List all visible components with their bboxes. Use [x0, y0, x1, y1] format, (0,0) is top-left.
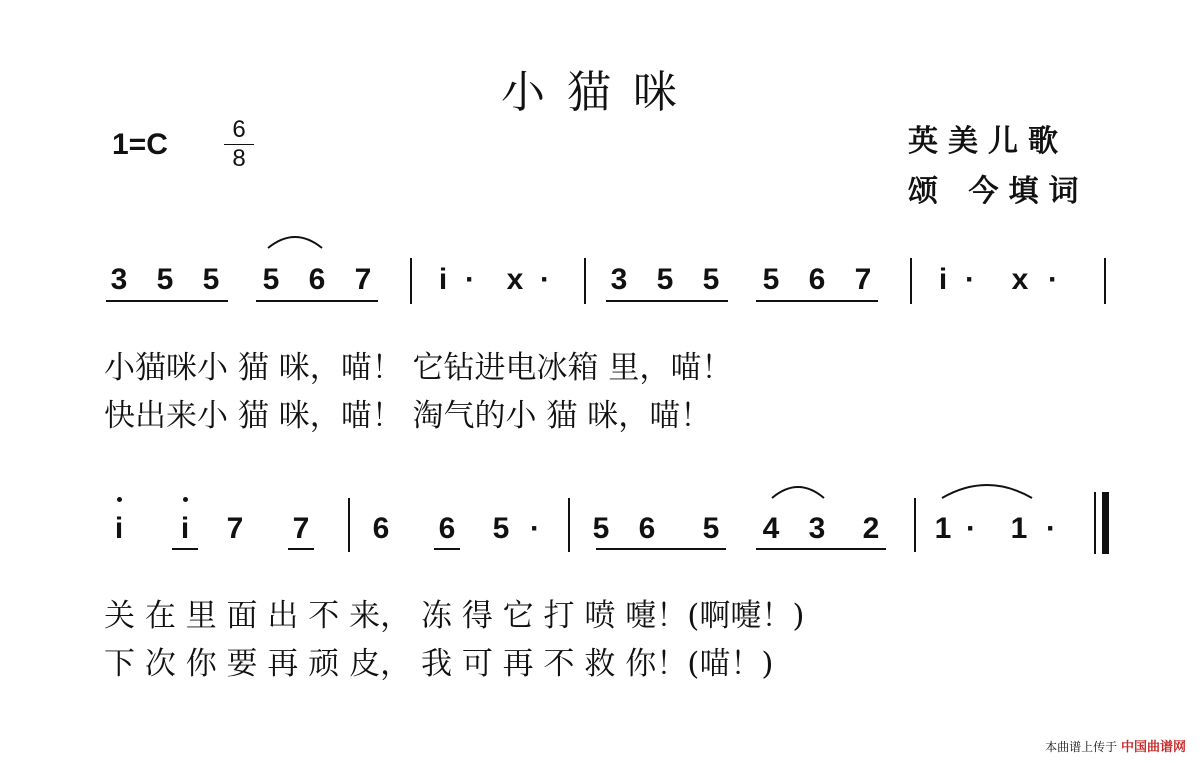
note: · [465, 263, 475, 296]
note: · [965, 263, 975, 296]
footer-prefix: 本曲谱上传于 [1045, 740, 1118, 754]
note: 6 [438, 512, 456, 545]
slur [266, 230, 324, 250]
note: 2 [862, 512, 880, 545]
lyrics-line-1-verse-2: 快出来小 猫 咪，喵！ 淘气的小 猫 咪，喵！ [104, 398, 712, 434]
credit-lyricist: 颂 今填词 [908, 174, 1089, 209]
note: 5 [492, 512, 510, 545]
note: 7 [854, 263, 872, 296]
note: 6 [808, 263, 826, 296]
note: 1 [1010, 512, 1028, 545]
time-signature [224, 118, 254, 171]
note: 7 [292, 512, 310, 545]
note: 5 [762, 263, 780, 296]
note: · [530, 512, 540, 545]
note: 5 [702, 512, 720, 545]
credit-origin: 英美儿歌 [908, 124, 1068, 159]
note: 6 [638, 512, 656, 545]
note: 5 [656, 263, 674, 296]
note: · [540, 263, 550, 296]
note: x [506, 263, 524, 296]
time-signature-bottom: 8 [232, 145, 246, 172]
note: i [938, 263, 948, 296]
key-signature: 1=C [112, 128, 168, 161]
footer-credit [1045, 736, 1186, 755]
song-title: 小猫咪 [501, 67, 699, 118]
lyrics-line-2-verse-2: 下 次 你 要 再 顽 皮， 我 可 再 不 救 你！(喵！) [104, 646, 774, 682]
note: 3 [808, 512, 826, 545]
note: · [1048, 263, 1058, 296]
site-logo: 中国曲谱网 [1120, 740, 1186, 755]
time-signature-top: 6 [232, 116, 246, 143]
note: 6 [308, 263, 326, 296]
note: 4 [762, 512, 780, 545]
note: 1 [934, 512, 952, 545]
note: x [1011, 263, 1029, 296]
slur [940, 478, 1034, 500]
note: 7 [354, 263, 372, 296]
note: 3 [110, 263, 128, 296]
note: i [438, 263, 448, 296]
note: 5 [202, 263, 220, 296]
note: 7 [226, 512, 244, 545]
slur [770, 480, 826, 500]
note: 5 [262, 263, 280, 296]
note: · [1046, 512, 1056, 545]
note: 5 [156, 263, 174, 296]
note: i [114, 512, 124, 545]
note: 5 [702, 263, 720, 296]
note: · [966, 512, 976, 545]
note: 3 [610, 263, 628, 296]
note: 5 [592, 512, 610, 545]
lyrics-line-2-verse-1: 关 在 里 面 出 不 来， 冻 得 它 打 喷 嚏！(啊嚏！) [104, 598, 805, 634]
note: 6 [372, 512, 390, 545]
lyrics-line-1-verse-1: 小猫咪小 猫 咪，喵！ 它钻进电冰箱 里，喵！ [104, 350, 733, 386]
note: i [180, 512, 190, 545]
